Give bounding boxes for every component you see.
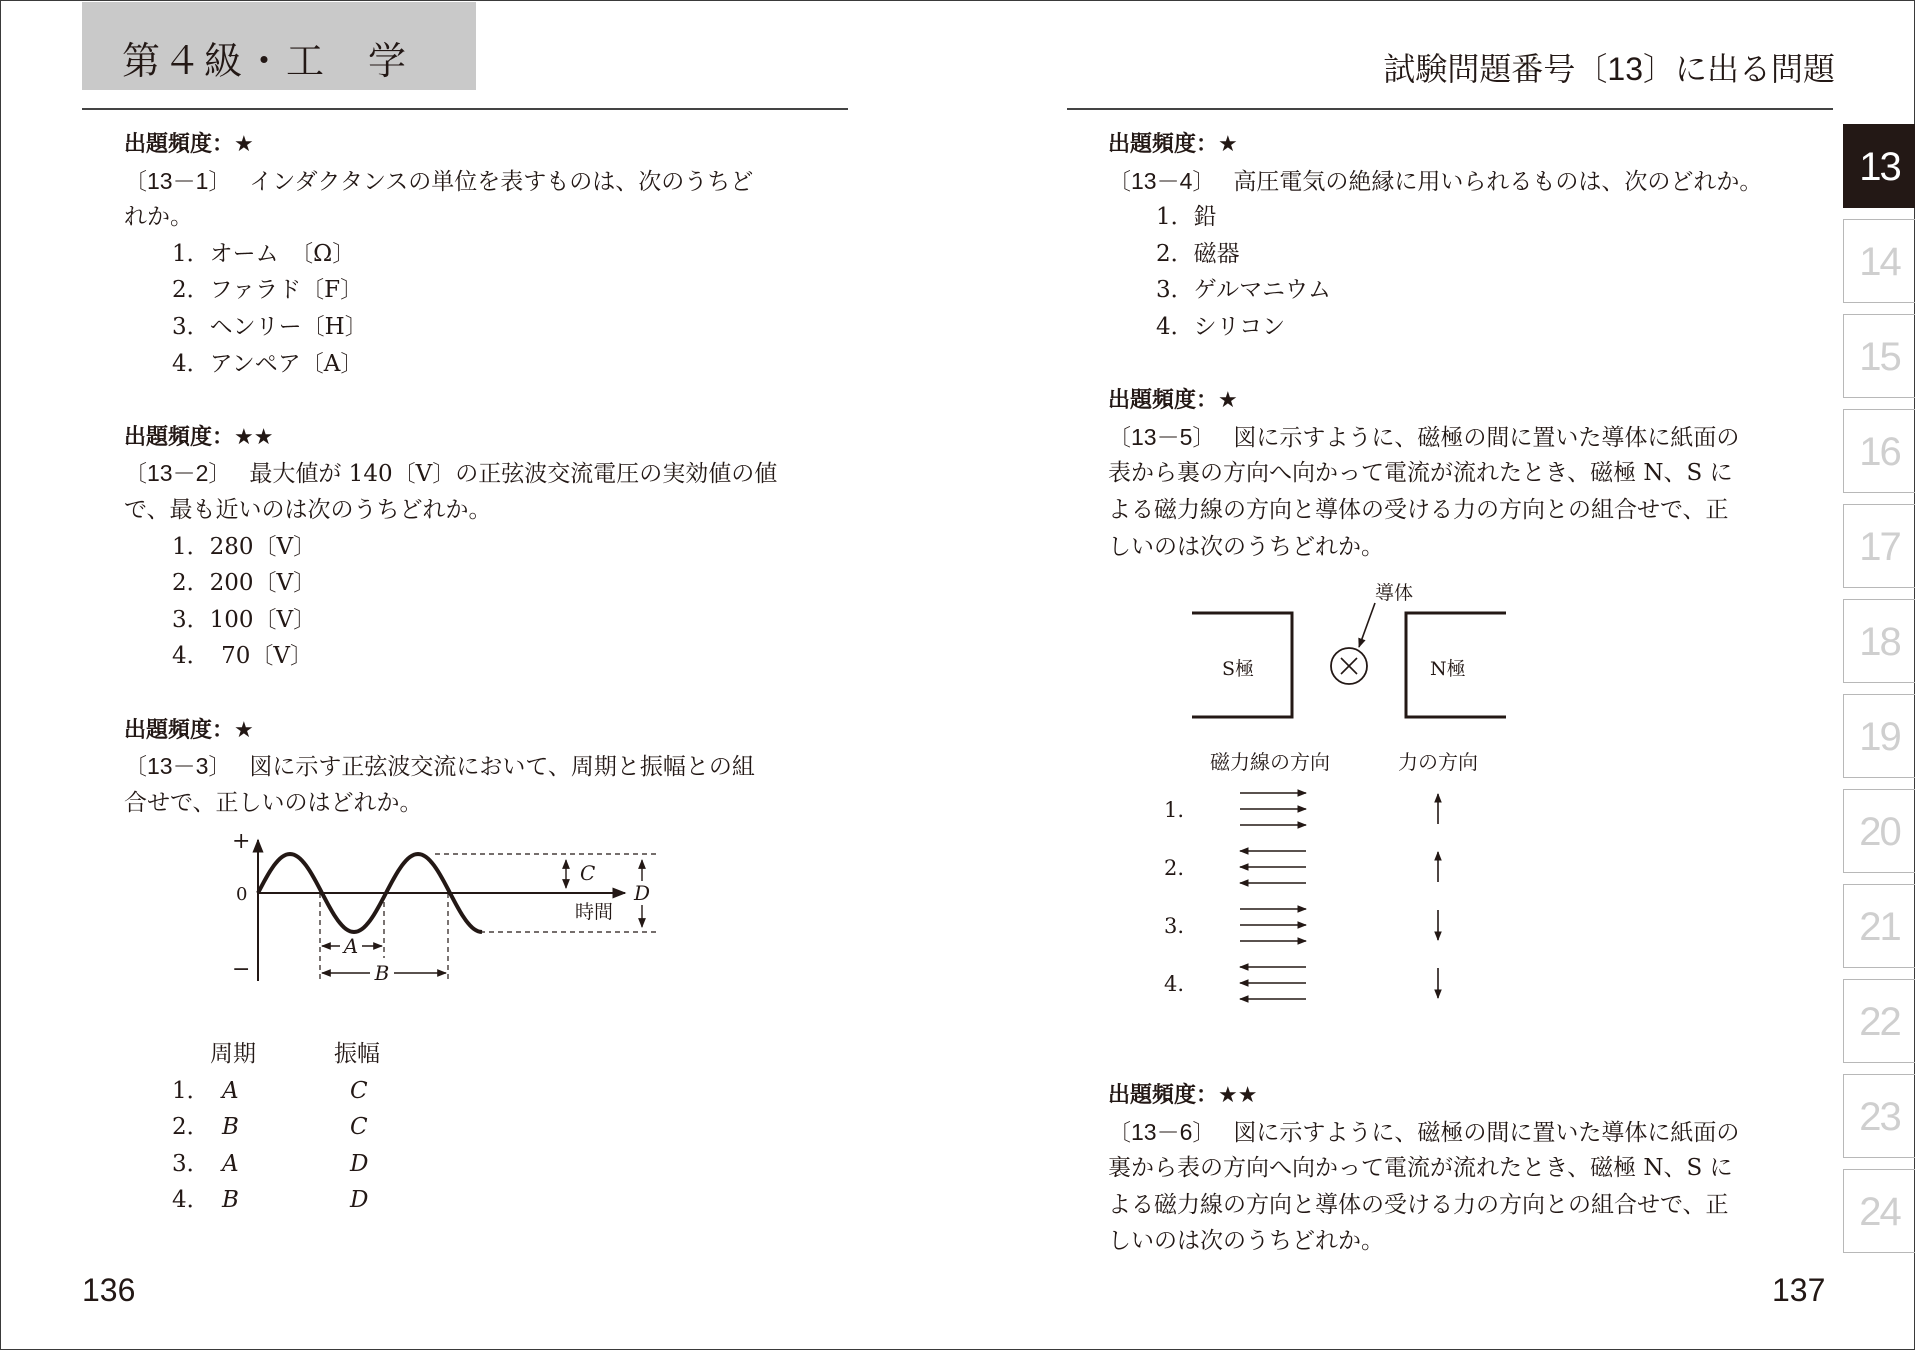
option-number: 4. [1164, 972, 1185, 996]
option-number: 3. [1164, 914, 1185, 938]
question-text-line: しいのは次のうちどれか。 [1108, 533, 1384, 560]
row-number: 2． [172, 1114, 210, 1141]
question-text-line: よる磁力線の方向と導体の受ける力の方向との組合せで、正 [1108, 1191, 1729, 1218]
question-id: 〔13－1〕 [124, 167, 232, 194]
question-text: インダクタンスの単位を表すものは、次のうちど [249, 168, 754, 195]
chapter-tab-14[interactable]: 14 [1843, 219, 1915, 303]
choice-4: 4．シリコン [1156, 313, 1286, 340]
chapter-tab-23[interactable]: 23 [1843, 1074, 1915, 1158]
frequency-line [1108, 126, 1838, 163]
frequency-label: 出題頻度： [1108, 1082, 1219, 1107]
choice-4: 4．アンペア〔A〕 [172, 350, 364, 377]
choice-2: 2．200〔V〕 [172, 570, 317, 597]
chapter-tab-24[interactable]: 24 [1843, 1169, 1915, 1253]
chapter-tab-20[interactable]: 20 [1843, 789, 1915, 873]
question-text-line [124, 163, 854, 200]
question-13-1 [124, 126, 854, 382]
table-row [172, 1146, 380, 1183]
frequency-label: 出題頻度： [124, 423, 235, 449]
question-id: 〔13－3〕 [124, 753, 232, 780]
question-text: 図に示す正弦波交流において、周期と振幅との組 [249, 754, 755, 781]
label-b: B [374, 961, 390, 985]
amplitude-cell: C [350, 1114, 368, 1141]
question-text-line: 合せで、正しいのはどれか。 [124, 789, 423, 816]
sine-wave-figure [230, 826, 670, 986]
label-a: A [343, 934, 359, 958]
time-label: 時間 [575, 901, 614, 923]
option-row-1 [1164, 793, 1438, 825]
n-pole-label: N極 [1430, 658, 1466, 680]
period-cell: B [222, 1187, 239, 1214]
frequency-label: 出題頻度： [1108, 131, 1219, 156]
question-id: 〔13－5〕 [1108, 423, 1216, 450]
star-rating: ★ [234, 131, 254, 156]
question-13-2 [124, 419, 854, 675]
star-rating: ★★ [1218, 1082, 1258, 1107]
force-direction-header: 力の方向 [1398, 750, 1478, 774]
choice-2: 2．ファラド〔F〕 [172, 277, 364, 304]
choice-3: 3．ゲルマニウム [1156, 277, 1331, 304]
conductor-cross-icon [1331, 648, 1367, 684]
section-title: 試験問題番号〔13〕に出る問題 [1383, 51, 1835, 87]
answer-table [172, 1036, 380, 1219]
chapter-tab-13[interactable]: 13 [1843, 124, 1915, 208]
question-13-3 [124, 712, 854, 822]
chapter-tab-16[interactable]: 16 [1843, 409, 1915, 493]
table-header-row [172, 1036, 380, 1073]
chapter-tab-15[interactable]: 15 [1843, 314, 1915, 398]
star-rating: ★ [1218, 131, 1238, 156]
question-text-line: 表から裏の方向へ向かって電流が流れたとき、磁極 N、S に [1108, 460, 1733, 487]
chapter-tab-19[interactable]: 19 [1843, 694, 1915, 778]
left-page-content [124, 126, 854, 821]
star-rating: ★ [234, 716, 254, 742]
frequency-label: 出題頻度： [124, 131, 235, 156]
question-13-6 [1108, 1077, 1838, 1260]
period-cell: B [222, 1114, 239, 1141]
period-cell: A [222, 1077, 239, 1104]
chapter-title: 第４級・工 学 [122, 41, 410, 83]
option-number: 2. [1164, 856, 1185, 880]
chapter-tab-21[interactable]: 21 [1843, 884, 1915, 968]
choice-3: 3．ヘンリー〔H〕 [172, 313, 368, 340]
frequency-label: 出題頻度： [124, 716, 235, 742]
chapter-tab-22[interactable]: 22 [1843, 979, 1915, 1063]
frequency-line [124, 419, 854, 456]
question-text: 最大値が 140〔V〕の正弦波交流電圧の実効値の値 [249, 461, 778, 488]
question-id: 〔13－4〕 [1108, 167, 1216, 194]
question-text-line: しいのは次のうちどれか。 [1108, 1228, 1384, 1255]
question-id: 〔13－6〕 [1108, 1118, 1216, 1145]
table-row [172, 1109, 380, 1146]
question-text: 図に示すように、磁極の間に置いた導体に紙面の [1233, 1119, 1740, 1146]
amplitude-cell: D [350, 1187, 369, 1214]
header-rule-right [1067, 108, 1833, 110]
header-rule-left [82, 108, 848, 110]
frequency-line [124, 712, 854, 749]
question-text: 図に示すように、磁極の間に置いた導体に紙面の [1233, 424, 1740, 451]
frequency-line [1108, 382, 1838, 419]
question-text: 高圧電気の絶縁に用いられるものは、次のどれか。 [1233, 168, 1763, 195]
question-text-line [1108, 1114, 1838, 1151]
row-number: 1． [172, 1077, 210, 1104]
label-d: D [633, 881, 651, 905]
question-id: 〔13－2〕 [124, 460, 232, 487]
header-period: 周期 [210, 1041, 256, 1067]
magnet-figure [1164, 575, 1530, 1045]
row-number: 3． [172, 1150, 210, 1177]
choice-3: 3．100〔V〕 [172, 606, 317, 633]
table-row [172, 1073, 380, 1110]
option-row-2 [1164, 851, 1438, 883]
choice-1: 1．280〔V〕 [172, 533, 317, 560]
chapter-tab-18[interactable]: 18 [1843, 599, 1915, 683]
question-13-5 [1108, 382, 1838, 565]
question-text-line [1108, 163, 1838, 200]
table-row [172, 1182, 380, 1219]
choice-2: 2．磁器 [1156, 240, 1240, 267]
zero-label: 0 [236, 884, 248, 905]
page-number-right: 137 [1772, 1272, 1826, 1308]
star-rating: ★ [1218, 387, 1238, 413]
question-text-line [124, 455, 854, 492]
question-text-line [1108, 419, 1838, 456]
s-pole-label: S極 [1222, 658, 1255, 680]
star-rating: ★★ [234, 423, 274, 449]
option-number: 1. [1164, 798, 1185, 822]
question-text-line: よる磁力線の方向と導体の受ける力の方向との組合せで、正 [1108, 496, 1729, 523]
amplitude-cell: C [350, 1077, 368, 1104]
page-number-left: 136 [82, 1272, 136, 1308]
label-c: C [580, 861, 596, 885]
chapter-tab-17[interactable]: 17 [1843, 504, 1915, 588]
frequency-line [1108, 1077, 1838, 1114]
plus-sign: + [232, 829, 251, 854]
question-text-line: で、最も近いのは次のうちどれか。 [124, 496, 492, 523]
frequency-label: 出題頻度： [1108, 387, 1219, 413]
choice-1: 1．オーム 〔Ω〕 [172, 240, 356, 267]
header-amplitude: 振幅 [334, 1041, 380, 1067]
minus-sign: − [232, 957, 251, 982]
option-row-4 [1164, 967, 1438, 999]
period-cell: A [222, 1150, 239, 1177]
question-13-4 [1108, 126, 1838, 346]
amplitude-cell: D [350, 1150, 369, 1177]
choice-1: 1．鉛 [1156, 204, 1217, 231]
option-row-3 [1164, 909, 1438, 941]
question-text-line: れか。 [124, 204, 193, 231]
conductor-label: 導体 [1375, 582, 1414, 604]
conductor-pointer-arrow [1359, 603, 1375, 647]
question-text-line: 裏から表の方向へ向かって電流が流れたとき、磁極 N、S に [1108, 1155, 1733, 1182]
field-direction-header: 磁力線の方向 [1210, 750, 1330, 774]
row-number: 4． [172, 1187, 210, 1214]
right-page-content [1108, 126, 1838, 565]
choice-4: 4． 70〔V〕 [172, 643, 314, 670]
question-text-line [124, 748, 854, 785]
frequency-line [124, 126, 854, 163]
